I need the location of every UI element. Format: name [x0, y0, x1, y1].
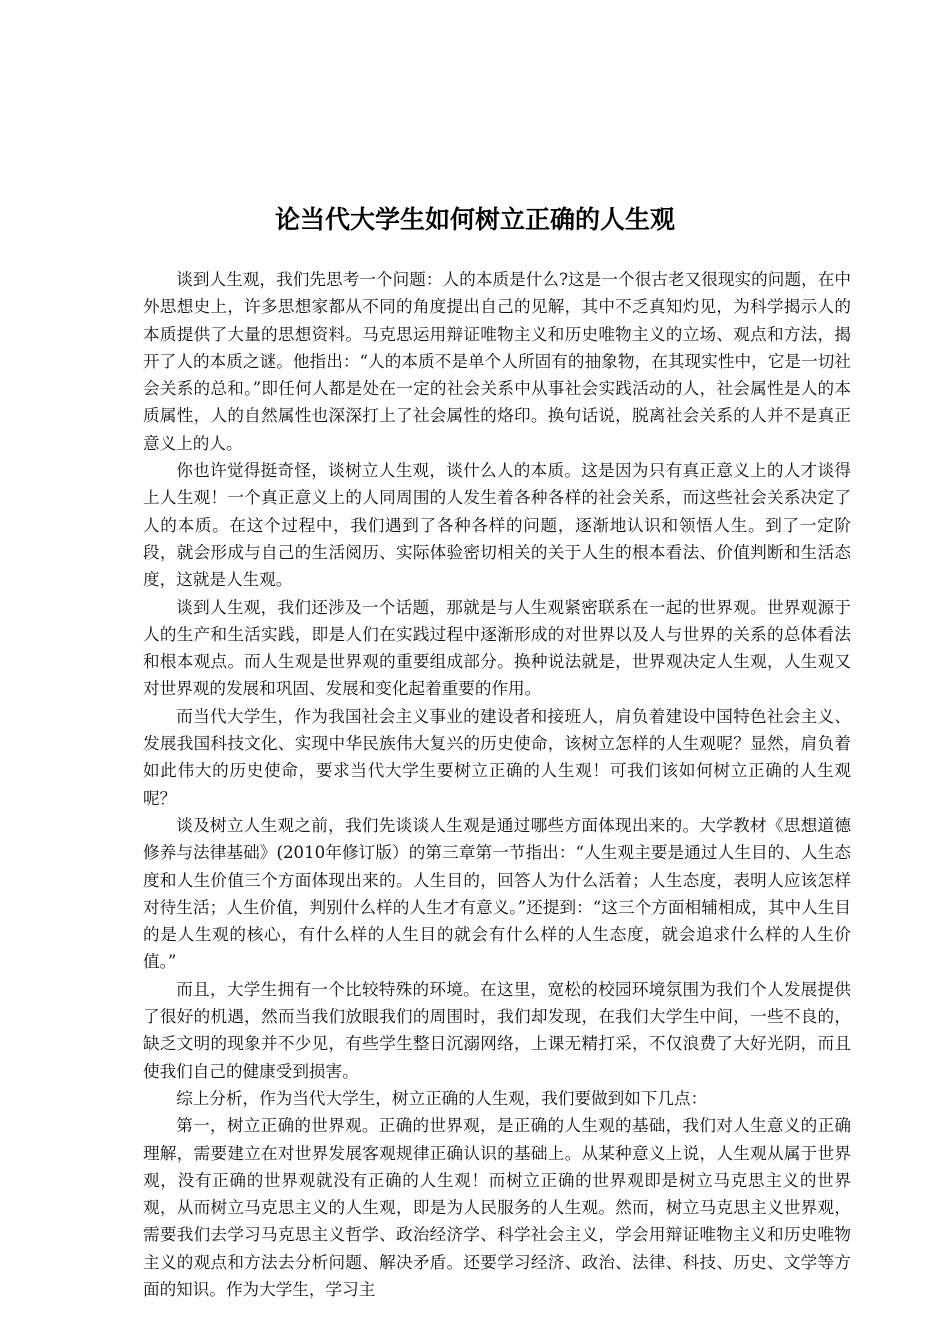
document-title: 论当代大学生如何树立正确的人生观	[274, 205, 675, 234]
paragraph-4: 而当代大学生，作为我国社会主义事业的建设者和接班人，肩负着建设中国特色社会主义、发展我国科技文化、实现中华民族伟大复兴的历史使命，该树立怎样的人生观呢？显然，肩负着如此伟大的历史使命，要求当代大学生要树立正确的人生观！可我们该如何树立正确的人生观呢？	[143, 706, 851, 808]
paragraph-2: 你也许觉得挺奇怪，谈树立人生观，谈什么人的本质。这是因为只有真正意义上的人才谈得上人生观！一个真正意义上的人同周围的人发生着各种各样的社会关系，而这些社会关系决定了人的本质。在这个过程中，我们遇到了各种各样的问题，逐渐地认识和领悟人生。到了一定阶段，就会形成与自己的生活阅历、实际体验密切相关的关于人生的根本看法、价值判断和生活态度，这就是人生观。	[143, 461, 851, 590]
document-body	[143, 266, 851, 1303]
paragraph-3: 谈到人生观，我们还涉及一个话题，那就是与人生观紧密联系在一起的世界观。世界观源于人的生产和生活实践，即是人们在实践过程中逐渐形成的对世界以及人与世界的关系的总体看法和根本观点。而人生观是世界观的重要组成部分。换种说法就是，世界观决定人生观，人生观又对世界观的发展和巩固、发展和变化起着重要的作用。	[143, 597, 851, 699]
paragraph-7: 综上分析，作为当代大学生，树立正确的人生观，我们要做到如下几点：	[176, 1088, 708, 1108]
paragraph-8: 第一，树立正确的世界观。正确的世界观，是正确的人生观的基础，我们对人生意义的正确理解，需要建立在对世界发展客观规律正确认识的基础上。从某种意义上说，人生观从属于世界观，没有正确的世界观就没有正确的人生观！而树立正确的世界观即是树立马克思主义的世界观，从而树立马克思主义的人生观，即是为人民服务的人生观。然而，树立马克思主义世界观，需要我们去学习马克思主义哲学、政治经济学、科学社会主义，学会用辩证唯物主义和历史唯物主义的观点和方法去分析问题、解决矛盾。还要学习经济、政治、法律、科技、历史、文学等方面的知识。作为大学生，学习主	[143, 1116, 851, 1299]
paragraph-6: 而且，大学生拥有一个比较特殊的环境。在这里，宽松的校园环境氛围为我们个人发展提供了很好的机遇，然而当我们放眼我们的周围时，我们却发现，在我们大学生中间，一些不良的，缺乏文明的现象并不少见，有些学生整日沉溺网络，上课无精打采，不仅浪费了大好光阴，而且使我们自己的健康受到损害。	[143, 979, 851, 1081]
paragraph-1: 谈到人生观，我们先思考一个问题：人的本质是什么?这是一个很古老又很现实的问题，在中外思想史上，许多思想家都从不同的角度提出自己的见解，其中不乏真知灼见，为科学揭示人的本质提供了大量的思想资料。马克思运用辩证唯物主义和历史唯物主义的立场、观点和方法，揭开了人的本质之谜。他指出：“人的本质不是单个人所固有的抽象物，在其现实性中，它是一切社会关系的总和。”即任何人都是处在一定的社会关系中从事社会实践活动的人，社会属性是人的本质属性，人的自然属性也深深打上了社会属性的烙印。换句话说，脱离社会关系的人并不是真正意义上的人。	[143, 270, 851, 453]
paragraph-5: 谈及树立人生观之前，我们先谈谈人生观是通过哪些方面体现出来的。大学教材《思想道德修养与法律基础》(2010年修订版）的第三章第一节指出：“人生观主要是通过人生目的、人生态度和人生价值三个方面体现出来的。人生目的，回答人为什么活着；人生态度，表明人应该怎样对待生活；人生价值，判别什么样的人生才有意义。”还提到：“这三个方面相辅相成，其中人生目的是人生观的核心，有什么样的人生目的就会有什么样的人生态度，就会追求什么样的人生价值。”	[143, 815, 851, 972]
